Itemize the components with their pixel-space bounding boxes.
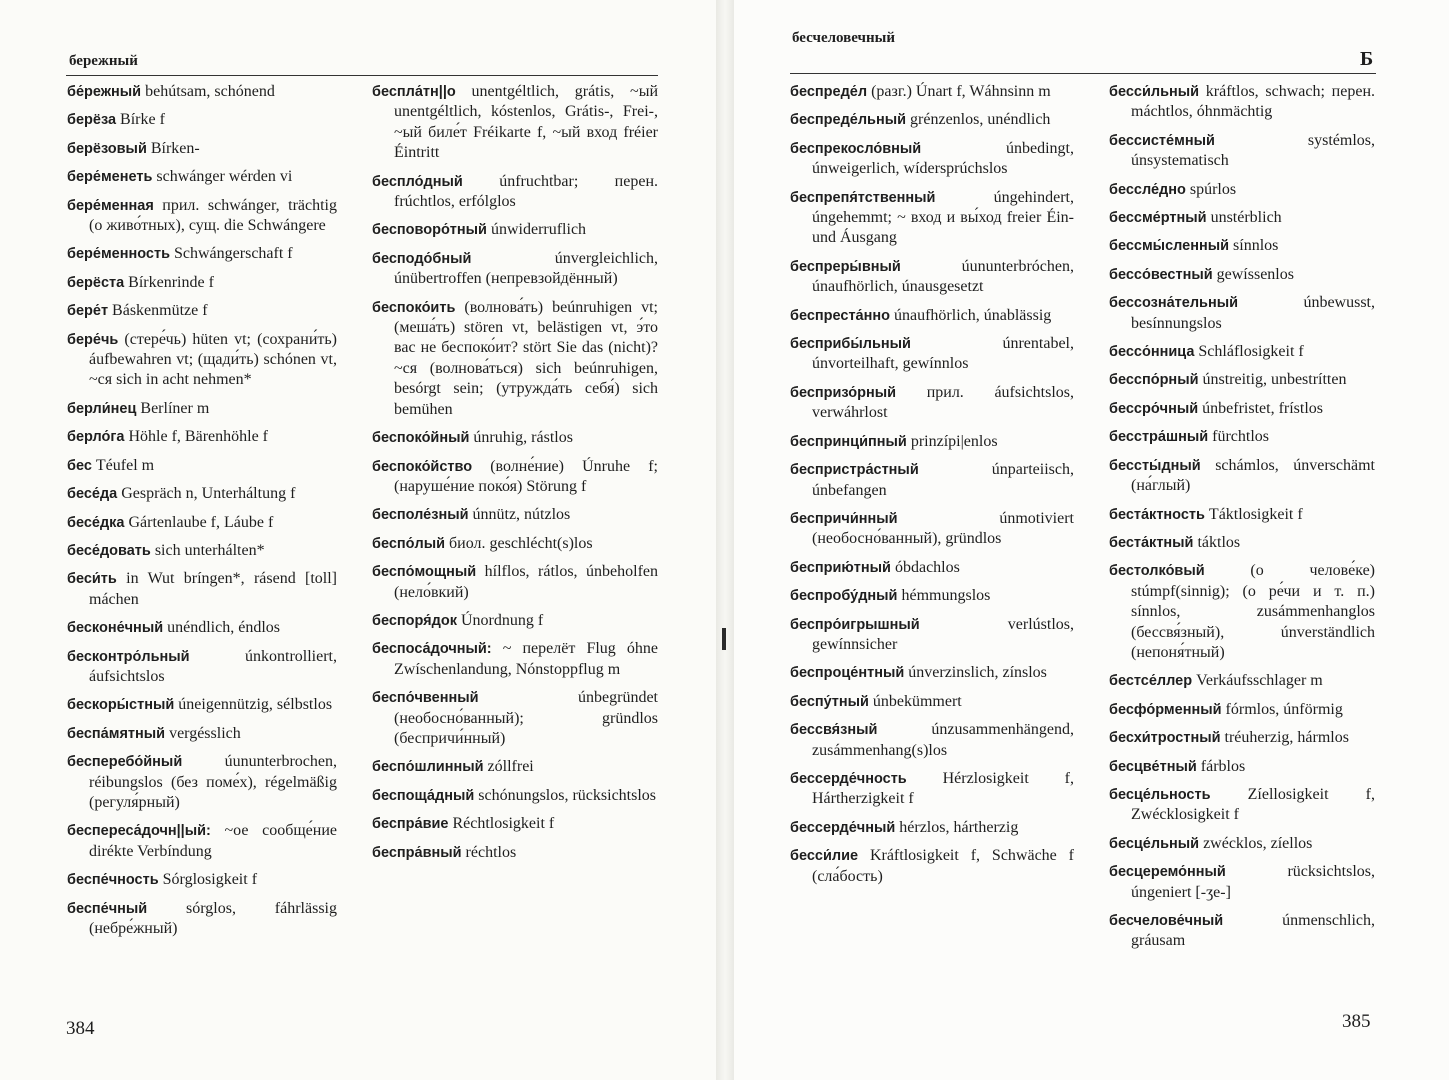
entry-headword: бесспо́рный	[1109, 372, 1199, 389]
page-number: 384	[66, 1018, 95, 1039]
entry-translation: úununterbróchen, únaufhörlich, únausgesetzt	[812, 257, 1074, 296]
entry-headword: бестсе́ллер	[1109, 673, 1193, 690]
dictionary-entry	[790, 586, 1074, 606]
dictionary-entry	[790, 110, 1074, 130]
entry-translation: únbegründet (необосно́ванный); gründlos (беспричи́нный)	[394, 689, 658, 747]
dictionary-entry	[67, 870, 337, 890]
entry-headword: бесконе́чный	[67, 620, 164, 637]
entry-headword: берёзовый	[67, 140, 147, 157]
entry-headword: бессмы́сленный	[1109, 238, 1230, 255]
dictionary-entry	[1109, 236, 1375, 256]
entry-headword: беспо́лый	[372, 535, 446, 552]
entry-headword: беспроце́нтный	[790, 665, 905, 682]
dictionary-entry	[790, 460, 1074, 501]
entry-translation: únfruchtbar; перен. frúchtlos, erfólglos	[394, 172, 658, 211]
entry-headword: бере́чь	[67, 331, 119, 348]
entry-translation: fürchtlos	[1208, 428, 1269, 446]
dictionary-entry	[1109, 208, 1375, 228]
entry-translation: sich unterhálten*	[150, 541, 265, 559]
entry-translation: únverzinslich, zínslos	[904, 664, 1047, 682]
entry-headword: бесконтро́льный	[67, 648, 190, 665]
entry-translation: réchtlos	[461, 843, 517, 861]
entry-translation: hérzlos, hártherzig	[895, 818, 1019, 836]
dictionary-entry	[1109, 728, 1375, 748]
entry-headword: беспричи́нный	[790, 510, 898, 527]
entry-translation: únbefristet, frístlos	[1198, 399, 1324, 417]
entry-translation: (разг.) Únart f, Wáhnsinn m	[867, 83, 1051, 100]
entry-translation: zóllfrei	[483, 758, 534, 776]
dictionary-entry	[67, 618, 337, 638]
entry-translation: Gespräch n, Unterháltung f	[117, 485, 296, 503]
dictionary-entry	[790, 769, 1074, 810]
dictionary-entry	[372, 562, 658, 603]
dictionary-entry	[372, 639, 658, 680]
entry-translation: (о челове́ке) stúmpf(sinnig); (о ре́чи и т. п.) sínnlos, zusámmenhanglos (бессвя́зный), únverständlich (непоня́тный)	[1131, 562, 1375, 661]
entry-headword: беспоря́док	[372, 612, 457, 629]
dictionary-entry	[67, 427, 337, 447]
dictionary-entry	[1109, 700, 1375, 720]
dictionary-entry	[372, 786, 658, 806]
entry-headword: бесе́да	[67, 486, 118, 503]
section-letter: Б	[1360, 48, 1374, 70]
entry-translation: unstérblich	[1206, 209, 1282, 227]
entry-translation: Schláflosigkeit f	[1194, 343, 1304, 361]
entry-translation: прил. schwánger, träсhtig (о живо́тных), сущ. die Schwángere	[89, 196, 337, 235]
entry-headword: беспо́шлинный	[372, 759, 484, 776]
entry-headword: беспристра́стный	[790, 462, 919, 479]
entry-translation: (стере́чь) hüten vt; (сохрани́ть) áufbewahren vt; (щади́ть) schónen vt, ~ся sich in acht nehmen*	[89, 330, 337, 389]
header-rule	[790, 73, 1376, 74]
entry-translation: unéndlich, éndlos	[163, 619, 280, 637]
entry-headword: берёза	[67, 112, 117, 129]
entry-translation: únwiderruflich	[486, 221, 587, 239]
entry-translation: únaufhörlich, únablässig	[890, 306, 1052, 324]
entry-headword: бесчелове́чный	[1109, 913, 1224, 929]
dictionary-entry	[1109, 293, 1375, 334]
entry-translation: sórglos, fáhrlässig (небре́жный)	[89, 899, 337, 937]
entry-headword: бере́менная	[67, 197, 154, 214]
entry-translation: únvergleichlich, únübertroffen (непревзойдённый)	[394, 249, 658, 288]
entry-headword: беспра́вие	[372, 816, 449, 833]
dictionary-entry	[67, 647, 337, 688]
entry-headword: бесце́льность	[1109, 786, 1211, 803]
entry-translation: únkontrolliert, áufsichtslos	[89, 647, 337, 685]
dictionary-entry	[790, 188, 1074, 249]
dictionary-entry	[1109, 82, 1375, 123]
dictionary-entry	[67, 196, 337, 237]
entry-headword: берёста	[67, 274, 125, 291]
entry-translation: unentgéltlich, grátis, ~ый unentgéltlich, kóstenlos, Grátis-, Frei-, ~ый биле́т Fréikarte f, ~ый вход fréier Éintritt	[394, 83, 658, 162]
dictionary-entry	[372, 757, 658, 777]
dictionary-entry	[67, 399, 337, 419]
dictionary-entry	[372, 843, 658, 863]
entry-headword: беспоща́дный	[372, 787, 475, 804]
dictionary-entry	[67, 139, 337, 159]
entry-headword: беспе́чность	[67, 872, 159, 889]
entry-headword: беспризо́рный	[790, 384, 897, 401]
entry-translation: prinzípi|enlos	[906, 432, 998, 450]
entry-translation: биол. geschlécht(s)los	[445, 534, 593, 552]
entry-translation: tréuherzig, hármlos	[1220, 729, 1349, 747]
header-rule	[66, 75, 658, 76]
entry-translation: Táktlosigkeit f	[1204, 505, 1303, 523]
dictionary-entry	[67, 541, 337, 561]
entry-headword: бессерде́чный	[790, 819, 896, 836]
dictionary-entry	[67, 244, 337, 264]
dictionary-entry	[790, 509, 1074, 550]
entry-headword: беспоса́дочный:	[372, 641, 492, 658]
dictionary-entry	[1109, 757, 1375, 777]
dictionary-entry	[67, 752, 337, 813]
entry-headword: бесподо́бный	[372, 250, 472, 267]
dictionary-entry	[790, 558, 1074, 578]
entry-headword: беспе́чный	[67, 900, 148, 917]
entry-translation: únzusammenhängend, zusámmenhang(s)los	[812, 721, 1074, 759]
entry-translation: únrentabel, únvorteilhaft, gewínnlos	[812, 335, 1074, 373]
dictionary-entry	[372, 82, 658, 164]
entry-headword: бесси́льный	[1109, 84, 1200, 100]
entry-translation: (волне́ние) Únruhe f; (наруше́ние поко́я) Störung f	[394, 457, 658, 495]
dictionary-column	[67, 82, 337, 947]
dictionary-entry	[1109, 505, 1375, 525]
entry-headword: бессвя́зный	[790, 722, 878, 739]
dictionary-entry	[790, 663, 1074, 683]
entry-headword: берло́га	[67, 429, 125, 446]
entry-headword: бессле́дно	[1109, 181, 1186, 198]
entry-headword: беспереса́дочн||ый:	[67, 823, 211, 840]
dictionary-entry	[67, 484, 337, 504]
entry-translation: ~ перелёт Flug óhne Zwíschenlandung, Nónstoppflug m	[394, 640, 658, 678]
dictionary-entry	[1109, 427, 1375, 447]
entry-translation: úngehindert, úngehemmt; ~ вход и вы́ход freier Éin- und Áusgang	[812, 188, 1074, 247]
entry-translation: behútsam, schónend	[141, 83, 275, 100]
entry-headword: бесцеремо́нный	[1109, 864, 1226, 881]
dictionary-entry	[372, 298, 658, 420]
entry-headword: бессерде́чность	[790, 770, 907, 787]
entry-headword: бесфо́рменный	[1109, 701, 1222, 718]
page-number: 385	[1342, 1011, 1371, 1032]
dictionary-entry	[790, 720, 1074, 761]
entry-translation: óbdachlos	[890, 558, 960, 576]
dictionary-entry	[1109, 265, 1375, 285]
entry-headword: бере́менность	[67, 246, 170, 263]
dictionary-entry	[67, 695, 337, 715]
entry-translation: Gártenlaube f, Láube f	[124, 513, 274, 531]
dictionary-entry	[67, 513, 337, 533]
dictionary-entry	[790, 692, 1074, 712]
entry-headword: бесе́дка	[67, 514, 125, 531]
entry-translation: прил. áufsichtslos, verwáhrlost	[812, 383, 1074, 422]
entry-headword: беси́ть	[67, 571, 117, 588]
entry-headword: беспро́игрышный	[790, 616, 920, 633]
entry-translation: Bírkenrinde f	[124, 273, 214, 291]
entry-translation: vergésslich	[165, 724, 241, 742]
entry-translation: Schwángerschaft f	[170, 245, 293, 263]
entry-translation: únbedingt, únweigerlich, wídersprúchslos	[812, 139, 1074, 178]
entry-translation: únruhig, rástlos	[469, 429, 573, 447]
dictionary-entry	[67, 724, 337, 744]
entry-headword: беспрепя́тственный	[790, 189, 936, 206]
dictionary-entry	[372, 814, 658, 834]
dictionary-entry	[67, 167, 337, 187]
entry-translation: táktlos	[1193, 533, 1241, 551]
entry-translation: verlústlos, gewínnsicher	[812, 615, 1074, 653]
entry-translation: Sórglosigkeit f	[158, 871, 258, 889]
entry-translation: fárblos	[1196, 757, 1246, 775]
entry-translation: únmotiviert (необосно́ванный), gründlos	[812, 509, 1074, 548]
dictionary-entry	[372, 611, 658, 631]
entry-headword: бес	[67, 457, 92, 474]
dictionary-entry	[790, 82, 1074, 102]
dictionary-entry	[67, 82, 337, 102]
dictionary-entry	[1109, 911, 1375, 952]
dictionary-entry	[372, 220, 658, 240]
entry-headword: беспло́дный	[372, 173, 463, 190]
left-page	[0, 0, 716, 1080]
entry-headword: бесперебо́йный	[67, 754, 183, 771]
dictionary-entry	[790, 257, 1074, 298]
entry-translation: in Wut bríngen*, rásend [toll] máchen	[89, 570, 337, 608]
entry-headword: бескоры́стный	[67, 697, 175, 714]
dictionary-entry	[372, 688, 658, 749]
entry-headword: беспо́мощный	[372, 564, 477, 581]
entry-headword: бесси́лие	[790, 848, 859, 865]
entry-headword: бесхи́тростный	[1109, 730, 1221, 747]
dictionary-entry	[372, 428, 658, 448]
entry-translation: únstreitig, unbestrítten	[1198, 371, 1347, 389]
entry-headword: беспоко́йный	[372, 430, 470, 447]
dictionary-entry	[790, 139, 1074, 180]
dictionary-entry	[1109, 785, 1375, 826]
dictionary-entry	[790, 334, 1074, 375]
dictionary-entry	[372, 457, 658, 498]
entry-translation: Réchtlosigkeit f	[448, 815, 555, 833]
entry-headword: беспоко́йство	[372, 458, 473, 475]
entry-translation: rücksichtslos, úngeniert [-ʒe-]	[1131, 863, 1375, 901]
entry-headword: бессо́нница	[1109, 344, 1195, 361]
dictionary-entry	[790, 432, 1074, 452]
dictionary-entry	[372, 505, 658, 525]
entry-headword: беспринци́пный	[790, 433, 907, 450]
dictionary-entry	[67, 273, 337, 293]
dictionary-entry	[67, 110, 337, 130]
entry-translation: schónungslos, rücksichtslos	[474, 786, 657, 804]
entry-headword: бестолко́вый	[1109, 563, 1205, 580]
dictionary-entry	[67, 456, 337, 476]
entry-translation: únnütz, nútzlos	[468, 506, 571, 524]
dictionary-entry	[790, 818, 1074, 838]
entry-headword: беспреде́льный	[790, 112, 907, 129]
dictionary-entry	[1109, 399, 1375, 419]
entry-translation: hílflos, rátlos, únbeholfen (нело́вкий)	[394, 563, 658, 601]
entry-headword: беспра́вный	[372, 844, 462, 861]
entry-translation: ~ое сообще́ние dirékte Verbíndung	[89, 822, 337, 860]
dictionary-entry	[67, 330, 337, 391]
dictionary-entry	[67, 821, 337, 862]
entry-translation: únparteiisch, únbefangen	[812, 461, 1074, 499]
entry-translation: hémmungslos	[897, 587, 991, 605]
entry-headword: беспо́чвенный	[372, 690, 479, 707]
dictionary-entry	[790, 383, 1074, 424]
entry-headword: беста́ктность	[1109, 506, 1205, 523]
entry-translation: únbewusst, besínnungslos	[1131, 294, 1375, 332]
entry-headword: бе́режный	[67, 84, 142, 100]
entry-translation: Bírken-	[146, 139, 200, 157]
dictionary-entry	[67, 301, 337, 321]
entry-translation: Verkáufsschlager m	[1192, 672, 1323, 690]
entry-headword: бессро́чный	[1109, 400, 1199, 417]
dictionary-entry	[67, 899, 337, 940]
dictionary-entry	[1109, 342, 1375, 362]
entry-headword: беспреде́л	[790, 84, 868, 100]
entry-translation: schámlos, únverschämt (на́глый)	[1131, 456, 1375, 495]
dictionary-entry	[790, 846, 1074, 887]
dictionary-entry	[1109, 671, 1375, 691]
entry-headword: бесце́льный	[1109, 835, 1200, 852]
entry-translation: spúrlos	[1185, 180, 1237, 198]
entry-headword: бессты́дный	[1109, 457, 1201, 474]
entry-headword: беспла́тн||о	[372, 84, 456, 100]
entry-headword: бесцве́тный	[1109, 758, 1197, 775]
entry-headword: бесстра́шный	[1109, 429, 1209, 446]
entry-translation: Téufel m	[91, 456, 155, 474]
dictionary-column	[372, 82, 658, 871]
entry-translation: únbekümmert	[868, 692, 962, 710]
dictionary-entry	[372, 249, 658, 290]
dictionary-entry	[790, 615, 1074, 656]
entry-translation: Berlíner m	[136, 399, 210, 417]
dictionary-entry	[1109, 370, 1375, 390]
entry-headword: беста́ктный	[1109, 534, 1194, 551]
entry-translation: systémlos, únsystematisch	[1131, 131, 1375, 170]
dictionary-entry	[1109, 131, 1375, 172]
page-header-word: бережный	[69, 53, 138, 69]
dictionary-entry	[790, 306, 1074, 326]
entry-headword: беспа́мятный	[67, 725, 166, 742]
entry-headword: беспу́тный	[790, 693, 869, 710]
entry-translation: zwécklos, zíellos	[1199, 834, 1313, 852]
dictionary-entry	[1109, 180, 1375, 200]
book-spine	[716, 0, 734, 1080]
entry-headword: бессме́ртный	[1109, 210, 1207, 227]
dictionary-column	[790, 82, 1074, 895]
entry-headword: бере́т	[67, 303, 109, 320]
entry-translation: Únordnung f	[456, 611, 544, 629]
entry-headword: бесе́довать	[67, 542, 151, 559]
entry-headword: беспреста́нно	[790, 307, 890, 324]
entry-translation: Zíellosigkeit f, Zwécklosigkeit f	[1131, 785, 1375, 824]
entry-translation: fórmlos, únförmig	[1221, 700, 1343, 718]
entry-translation: Báskenmütze f	[108, 302, 208, 320]
entry-translation: sínnlos	[1229, 237, 1279, 255]
entry-headword: бессозна́тельный	[1109, 295, 1238, 312]
dictionary-entry	[372, 534, 658, 554]
entry-translation: (волнова́ть) beúnruhigen vt; (меша́ть) stören vt, belästigen vt, э́то вас не беспоко́ит? stört Sie das (nicht)? ~ся (волнова́ться) sich beúnruhigen, besórgt sein; (утружда́ть себя́) sich bemühen	[394, 298, 658, 418]
dictionary-entry	[372, 172, 658, 213]
entry-translation: úneigennützig, sélbstlos	[174, 696, 333, 714]
entry-headword: бере́менеть	[67, 169, 153, 186]
entry-headword: беспробу́дный	[790, 588, 898, 605]
entry-translation: gewíssenlos	[1212, 265, 1294, 283]
spine-mark	[722, 628, 726, 650]
entry-translation: kráftlos, schwach; перен. máchtlos, óhnmächtig	[1131, 83, 1375, 121]
entry-translation: Hérzlosigkeit f, Hártherzigkeit f	[812, 769, 1074, 808]
dictionary-entry	[1109, 561, 1375, 663]
entry-translation: schwánger wérden vi	[152, 168, 293, 186]
entry-translation: úununterbrochen, réibungslos (без поме́х), régelmäßig (регуля́рный)	[89, 753, 337, 811]
dictionary-entry	[1109, 862, 1375, 903]
entry-headword: бесприбы́льный	[790, 336, 911, 353]
entry-headword: бесповоро́тный	[372, 222, 487, 239]
entry-translation: Kráftlosigkeit f, Schwäche f (сла́бость)	[812, 847, 1074, 885]
entry-translation: grénzenlos, unéndlich	[906, 111, 1051, 129]
dictionary-column	[1109, 82, 1375, 960]
dictionary-entry	[1109, 533, 1375, 553]
entry-headword: беспрекосло́вный	[790, 140, 922, 157]
dictionary-entry	[1109, 456, 1375, 497]
entry-headword: берли́нец	[67, 400, 137, 417]
entry-translation: Bírke f	[116, 111, 165, 129]
dictionary-entry	[67, 569, 337, 610]
entry-headword: беспоко́ить	[372, 299, 456, 316]
entry-headword: бесприю́тный	[790, 559, 891, 576]
entry-translation: únmenschlich, gráusam	[1131, 912, 1375, 950]
dictionary-entry	[1109, 834, 1375, 854]
entry-headword: бессо́вестный	[1109, 266, 1213, 283]
entry-headword: бессисте́мный	[1109, 132, 1215, 149]
entry-headword: бесполе́зный	[372, 507, 469, 524]
entry-translation: Höhle f, Bärenhöhle f	[124, 428, 269, 446]
page-header-word: бесчеловечный	[792, 30, 896, 46]
entry-headword: беспреры́вный	[790, 258, 901, 275]
right-page	[734, 0, 1449, 1080]
